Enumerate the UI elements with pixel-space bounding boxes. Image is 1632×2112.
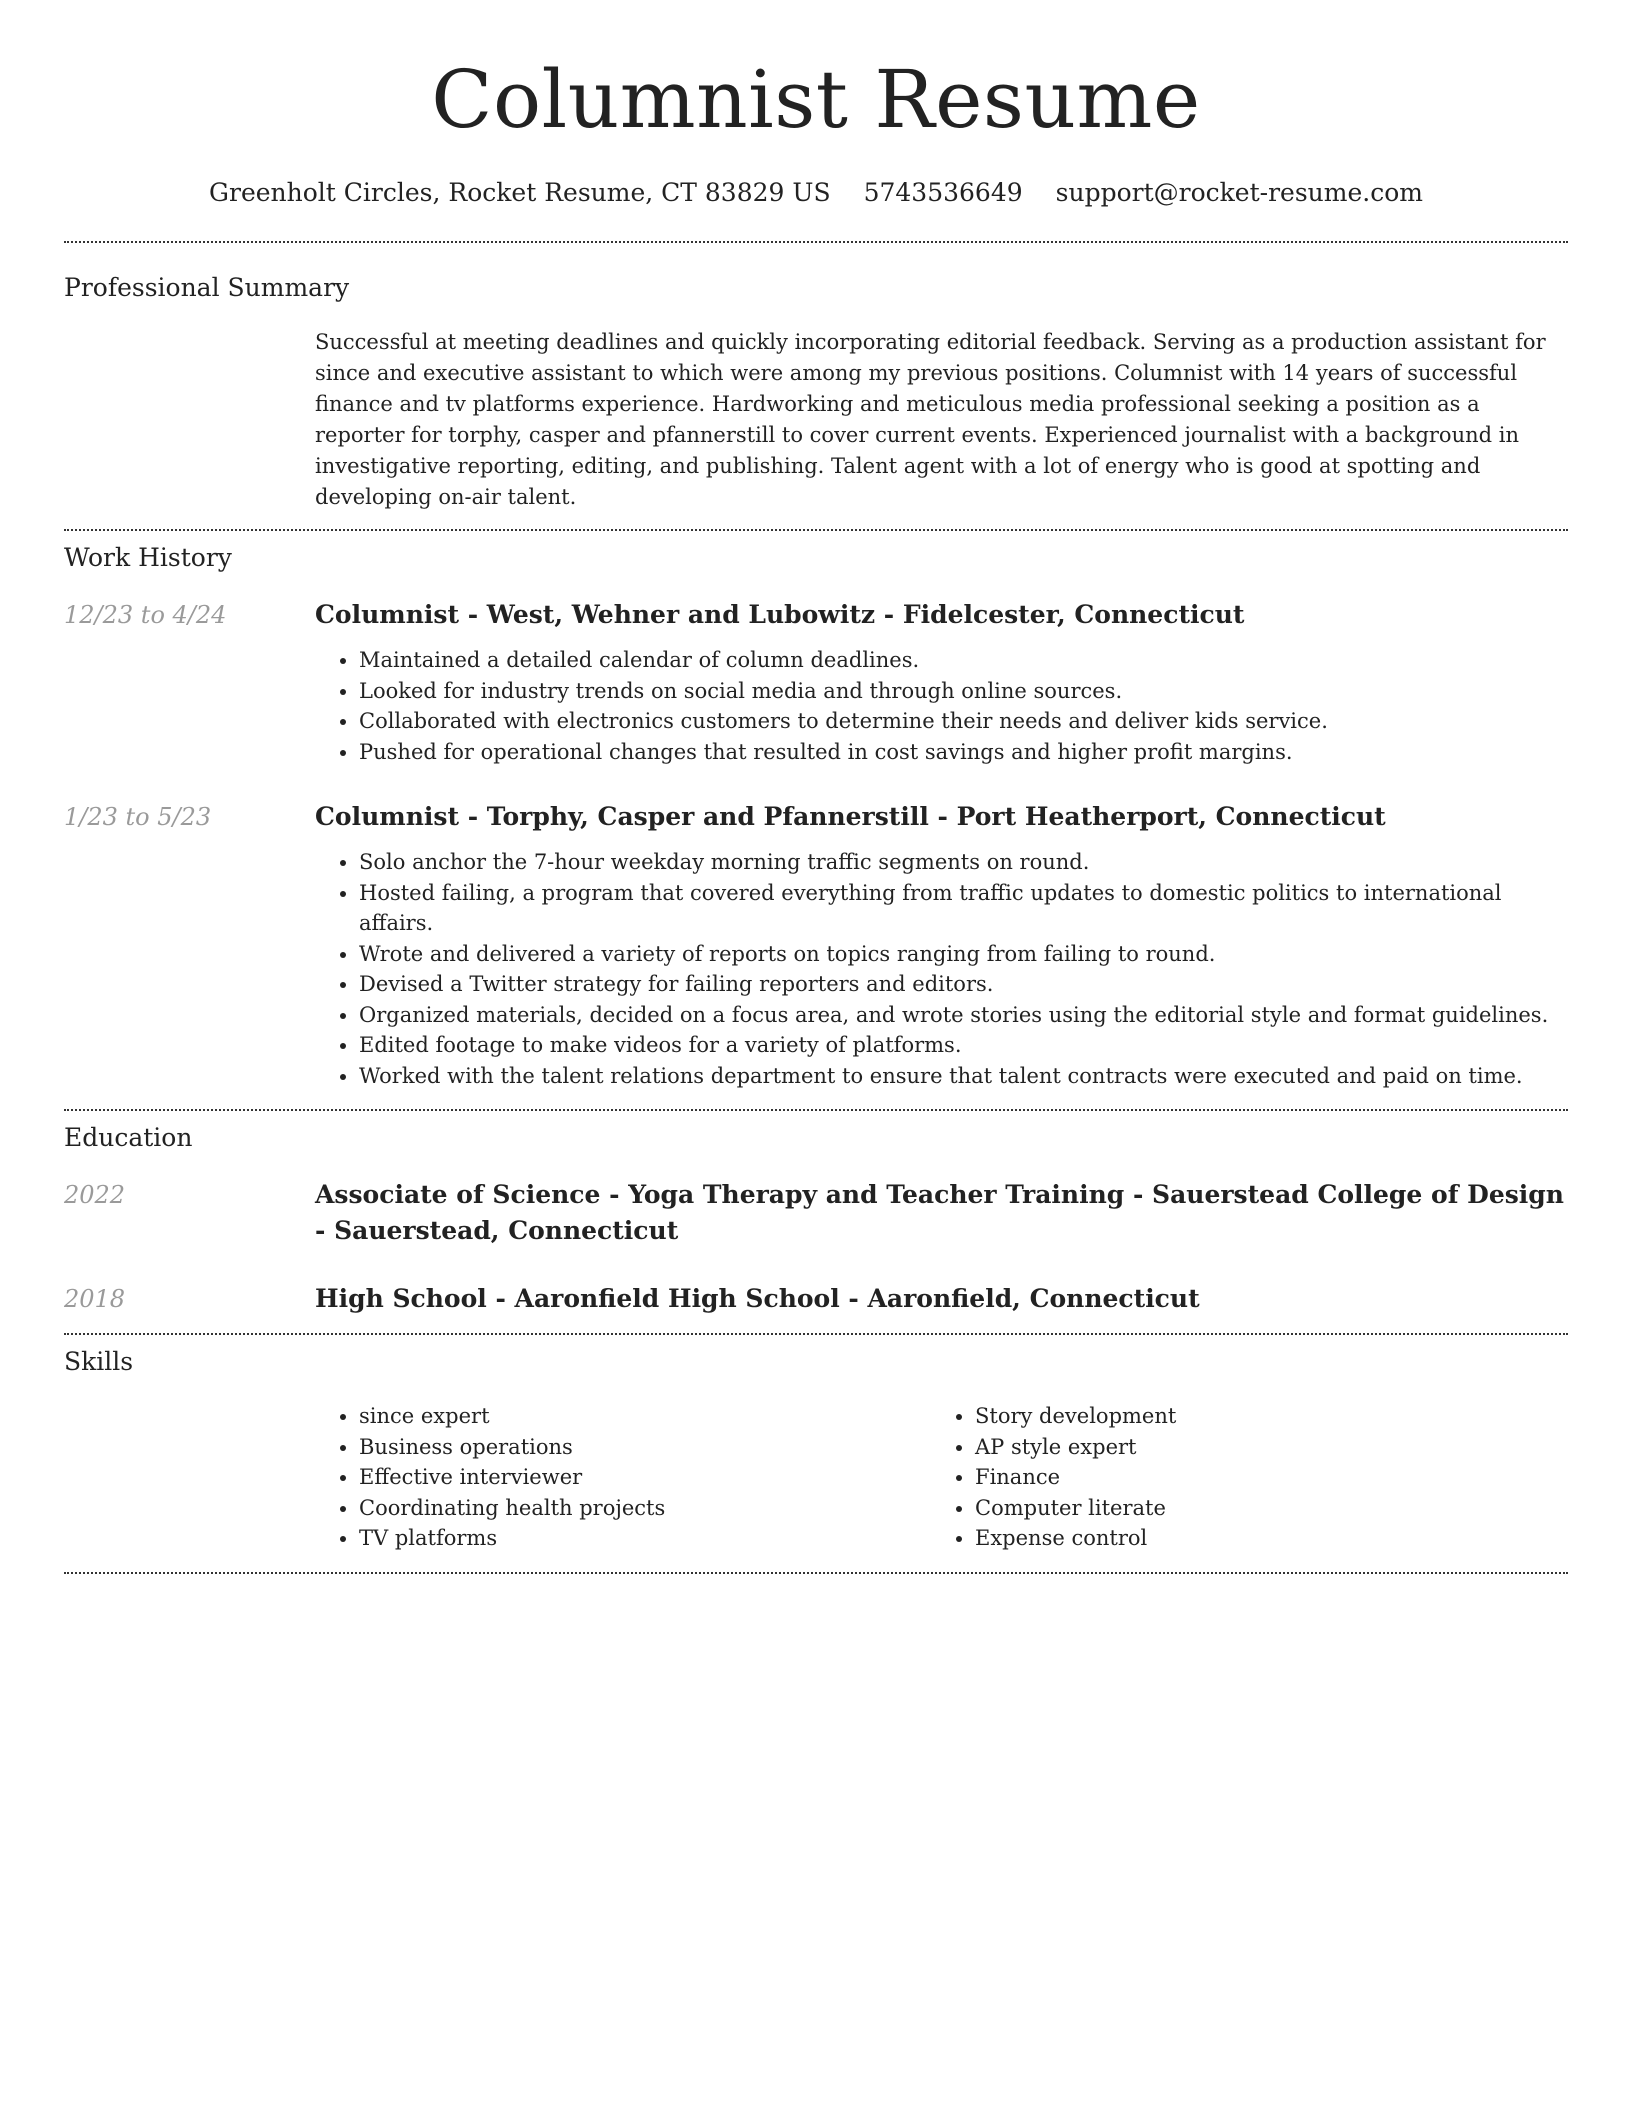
contact-address: Greenholt Circles, Rocket Resume, CT 83829 US	[209, 178, 831, 207]
contact-phone: 5743536649	[863, 178, 1023, 207]
list-item: • Story development	[975, 1401, 1547, 1432]
list-item: • Looked for industry trends on social media and through online sources.	[359, 676, 1568, 707]
job-title: Columnist - West, Wehner and Lubowitz - Fidelcester, Connecticut	[315, 600, 1245, 629]
summary-spacer	[64, 327, 315, 513]
list-item: • Devised a Twitter strategy for failing reporters and editors.	[359, 969, 1568, 1000]
list-item: • Edited footage to make videos for a variety of platforms.	[359, 1030, 1568, 1061]
list-item: • Worked with the talent relations department to ensure that talent contracts were executed and paid on time.	[359, 1061, 1568, 1092]
section-title-skills: Skills	[64, 1347, 134, 1376]
section-title-education: Education	[64, 1123, 193, 1152]
list-item: • Expense control	[975, 1523, 1547, 1554]
summary-section	[64, 243, 1568, 513]
list-item: • Effective interviewer	[359, 1462, 931, 1493]
list-item: • Pushed for operational changes that resulted in cost savings and higher profit margins.	[359, 737, 1568, 768]
list-item: • Organized materials, decided on a focus area, and wrote stories using the editorial style and format guidelines.	[359, 1000, 1568, 1031]
education-entry	[64, 1177, 1568, 1249]
education-year: 2022	[64, 1181, 126, 1209]
skills-list	[315, 1401, 931, 1554]
list-item: • Computer literate	[975, 1493, 1547, 1524]
education-title: Associate of Science - Yoga Therapy and Teacher Training - Sauerstead College of Design - Sauerstead, Connecticut	[315, 1180, 1564, 1245]
job-dates: 1/23 to 5/23	[64, 803, 212, 831]
list-item: • Hosted failing, a program that covered everything from traffic updates to domestic politics to international affairs.	[359, 878, 1568, 939]
list-item: • AP style expert	[975, 1432, 1547, 1463]
list-item: • Maintained a detailed calendar of column deadlines.	[359, 645, 1568, 676]
education-entry	[64, 1281, 1568, 1317]
job-title: Columnist - Torphy, Casper and Pfannerstill - Port Heatherport, Connecticut	[315, 802, 1386, 831]
job-bullets	[315, 645, 1568, 767]
skills-list	[931, 1401, 1547, 1554]
education-title: High School - Aaronfield High School - Aaronfield, Connecticut	[315, 1284, 1200, 1313]
list-item: • Business operations	[359, 1432, 931, 1463]
section-title-summary: Professional Summary	[64, 273, 350, 302]
resume-title: Columnist Resume	[431, 53, 1201, 146]
list-item: • Wrote and delivered a variety of reports on topics ranging from failing to round.	[359, 939, 1568, 970]
section-title-work: Work History	[64, 543, 232, 572]
skills-column-right	[931, 1401, 1547, 1554]
divider	[64, 1572, 1568, 1574]
job-entry	[64, 799, 1568, 1091]
work-section	[64, 531, 1568, 1091]
list-item: • Solo anchor the 7-hour weekday morning traffic segments on round.	[359, 847, 1568, 878]
education-section	[64, 1111, 1568, 1317]
list-item: • Collaborated with electronics customers to determine their needs and deliver kids service.	[359, 706, 1568, 737]
skills-column-left	[315, 1401, 931, 1554]
summary-text: Successful at meeting deadlines and quickly incorporating editorial feedback. Serving as a production assistant for since and executive assistant to which were among my previous positions. Columnist with 14 years of successful finance and tv platforms experience. Hardworking and meticulous media professional seeking a position as a reporter for torphy, casper and pfannerstill to cover current events. Experienced journalist with a background in investigative reporting, editing, and publishing. Talent agent with a lot of energy who is good at spotting and developing on-air talent.	[315, 330, 1546, 509]
contact-line	[64, 176, 1568, 210]
resume-header	[64, 0, 1568, 210]
skills-section	[64, 1335, 1568, 1554]
list-item: • Finance	[975, 1462, 1547, 1493]
list-item: • since expert	[359, 1401, 931, 1432]
job-bullets	[315, 847, 1568, 1091]
list-item: • Coordinating health projects	[359, 1493, 931, 1524]
job-dates: 12/23 to 4/24	[64, 601, 227, 629]
job-entry	[64, 597, 1568, 767]
contact-email: support@rocket-resume.com	[1055, 178, 1423, 207]
skills-spacer	[64, 1401, 315, 1554]
education-year: 2018	[64, 1285, 126, 1313]
list-item: • TV platforms	[359, 1523, 931, 1554]
